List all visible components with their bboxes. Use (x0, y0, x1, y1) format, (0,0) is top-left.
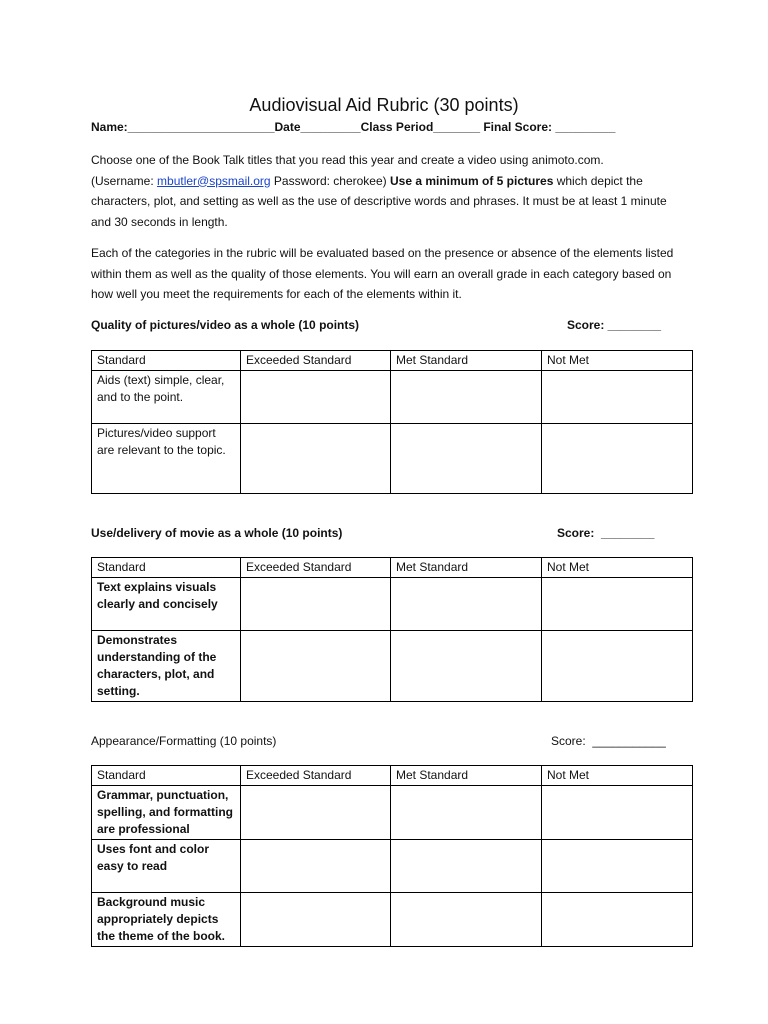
exceeded-cell (241, 786, 391, 840)
column-header-met: Met Standard (391, 351, 542, 371)
not-met-cell (542, 371, 693, 424)
standard-cell: Text explains visuals clearly and concisely (92, 578, 241, 631)
evaluation-paragraph: Each of the categories in the rubric will be evaluated based on the presence or absence of the elements listed within them as well as the quality of those elements. You will earn an overall grade in each category based on how well you meet the requirements for each of the elements within it. (91, 246, 674, 301)
not-met-cell (542, 786, 693, 840)
username-link[interactable]: mbutler@spsmail.org (157, 173, 271, 188)
instructions-text-3: Password: cherokee) (270, 173, 390, 188)
exceeded-cell (241, 893, 391, 947)
rubric-table-quality (91, 350, 693, 494)
table-row (92, 893, 693, 947)
rubric-table-appearance (91, 765, 693, 947)
met-cell (391, 371, 542, 424)
column-header-standard: Standard (92, 351, 241, 371)
instructions-text-2: (Username: (91, 173, 158, 188)
page-title: Audiovisual Aid Rubric (30 points) (249, 95, 519, 115)
met-cell (391, 840, 542, 893)
section-score-quality: Score: ________ (567, 318, 662, 332)
standard-cell: Background music appropriately depicts the theme of the book. (92, 893, 241, 947)
met-cell (391, 631, 542, 702)
table-row (92, 578, 693, 631)
met-cell (391, 424, 542, 494)
table-row (92, 840, 693, 893)
column-header-not-met: Not Met (542, 766, 693, 786)
column-header-met: Met Standard (391, 766, 542, 786)
table-header-row (92, 351, 693, 371)
not-met-cell (542, 578, 693, 631)
section-heading-delivery: Use/delivery of movie as a whole (10 points) (91, 526, 343, 540)
instructions-paragraph (91, 150, 681, 232)
standard-cell: Aids (text) simple, clear, and to the point. (92, 371, 241, 424)
column-header-met: Met Standard (391, 558, 542, 578)
not-met-cell (542, 893, 693, 947)
table-header-row (92, 558, 693, 578)
met-cell (391, 786, 542, 840)
column-header-not-met: Not Met (542, 351, 693, 371)
column-header-exceeded: Exceeded Standard (241, 558, 391, 578)
exceeded-cell (241, 424, 391, 494)
standard-cell: Grammar, punctuation, spelling, and formatting are professional (92, 786, 241, 840)
section-score-delivery: Score: ________ (557, 526, 655, 540)
exceeded-cell (241, 578, 391, 631)
met-cell (391, 578, 542, 631)
exceeded-cell (241, 840, 391, 893)
standard-cell: Pictures/video support are relevant to the topic. (92, 424, 241, 494)
column-header-standard: Standard (92, 558, 241, 578)
table-row (92, 631, 693, 702)
exceeded-cell (241, 371, 391, 424)
table-row (92, 424, 693, 494)
not-met-cell (542, 631, 693, 702)
met-cell (391, 893, 542, 947)
table-header-row (92, 766, 693, 786)
standard-cell: Uses font and color easy to read (92, 840, 241, 893)
instructions-bold-requirement: Use a minimum of 5 pictures (389, 173, 554, 188)
column-header-exceeded: Exceeded Standard (241, 766, 391, 786)
column-header-standard: Standard (92, 766, 241, 786)
table-row (92, 786, 693, 840)
exceeded-cell (241, 631, 391, 702)
standard-cell: Demonstrates understanding of the characters, plot, and setting. (92, 631, 241, 702)
rubric-table-delivery (91, 557, 693, 702)
column-header-exceeded: Exceeded Standard (241, 351, 391, 371)
instructions-text-1: Choose one of the Book Talk titles that you read this year and create a video using animoto.com. (91, 153, 604, 167)
table-row (92, 371, 693, 424)
name-date-line: Name:______________________Date_________Class Period_______ Final Score: _________ (91, 120, 616, 134)
section-heading-quality: Quality of pictures/video as a whole (10 points) (91, 318, 360, 332)
instructions-text-4: which depict the characters, plot, and setting as well as the use of descriptive words and phrases. It must be at least 1 minute and 30 seconds in length. (91, 173, 667, 229)
not-met-cell (542, 840, 693, 893)
section-heading-appearance: Appearance/Formatting (10 points) (91, 734, 277, 748)
section-score-appearance: Score: ___________ (551, 734, 666, 748)
not-met-cell (542, 424, 693, 494)
column-header-not-met: Not Met (542, 558, 693, 578)
